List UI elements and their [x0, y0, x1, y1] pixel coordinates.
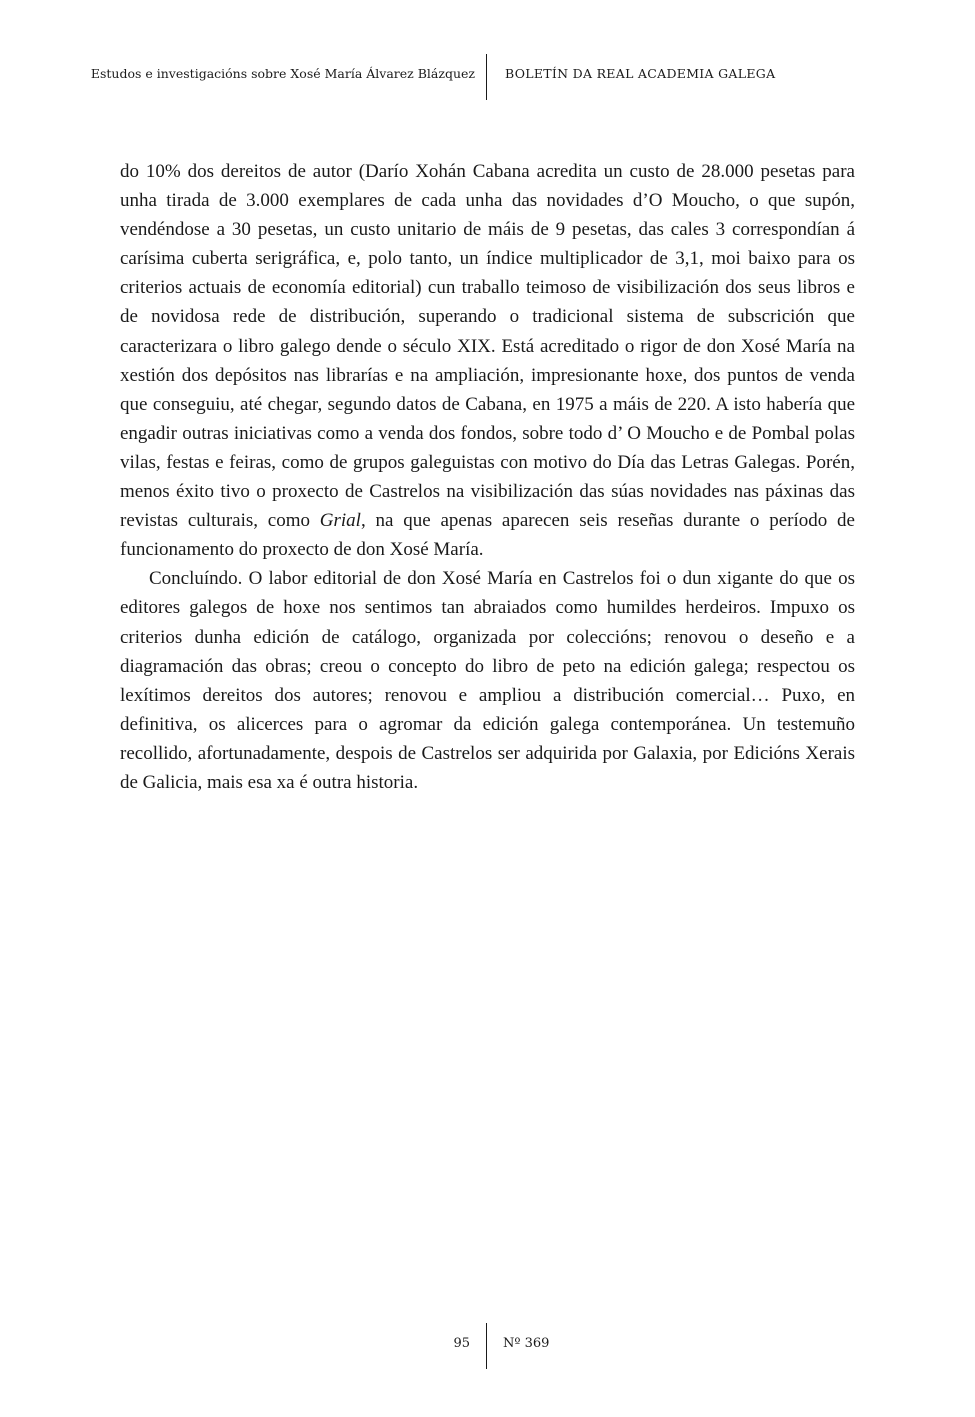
body-text — [120, 157, 855, 797]
page-footer — [0, 1323, 975, 1369]
journal-title-italic: Grial — [319, 510, 361, 532]
page-number: 95 — [453, 1336, 470, 1351]
footer-divider — [486, 1323, 487, 1369]
header-divider — [486, 54, 487, 100]
paragraph-1-text-b: , na que apenas aparecen seis reseñas durante o período de funcionamento do proxecto de don Xosé María. — [120, 510, 855, 561]
paragraph-2: Concluíndo. O labor editorial de don Xosé María en Castrelos foi o dun xigante do que os editores galegos de hoxe nos sentimos tan abraiados como humildes herdeiros. Impuxo os criterios dunha edición de catálogo, organizada por coleccións; renovou o deseño e a diagramación das obras; creou o concepto do libro de peto na edición galega; respectou os lexítimos dereitos dos autores; renovou e ampliou a distribución comercial… Puxo, en definitiva, os alicerces para o agromar da edición galega contemporánea. Un testemuño recollido, afortunadamente, despois de Castrelos ser adquirida por Galaxia, por Edicións Xerais de Galicia, mais esa xa é outra historia. — [120, 568, 855, 793]
paragraph-1-text-a: do 10% dos dereitos de autor (Darío Xohán Cabana acredita un custo de 28.000 pesetas para unha tirada de 3.000 exemplares de cada unha das novidades d’O Moucho, o que supón, vendéndose a 30 pesetas, un custo unitario de máis de 9 pesetas, das cales 3 correspondían á carísima cuberta serigráfica, e, polo tanto, un índice multiplicador de 3,1, moi baixo para os criterios actuais de economía editorial) cun traballo teimoso de visibilización dos seus libros e de novidosa rede de distribución, superando o tradicional sistema de subscrición que caracterizara o libro galego dende o século XIX. Está acreditado o rigor de don Xosé María na xestión dos depósitos nas librarías e na ampliación, impresionante hoxe, dos puntos de venda que conseguiu, até chegar, segundo datos de Cabana, en 1975 a máis de 220. A isto habería que engadir outras iniciativas como a venda dos fondos, sobre todo d’ O Moucho e de Pombal polas vilas, festas e feiras, como de grupos galeguistas con motivo do Día das Letras Galegas. Porén, menos éxito tivo o proxecto de Castrelos na visibilización das súas novidades nas páxinas das revistas culturais, como — [120, 161, 855, 532]
running-header — [0, 54, 975, 100]
header-journal-title: BOLETÍN DA REAL ACADEMIA GALEGA — [505, 66, 776, 81]
issue-number: Nº 369 — [503, 1336, 550, 1351]
paragraph-1 — [120, 157, 855, 564]
header-series-title: Estudos e investigacións sobre Xosé María Álvarez Blázquez — [90, 66, 475, 81]
